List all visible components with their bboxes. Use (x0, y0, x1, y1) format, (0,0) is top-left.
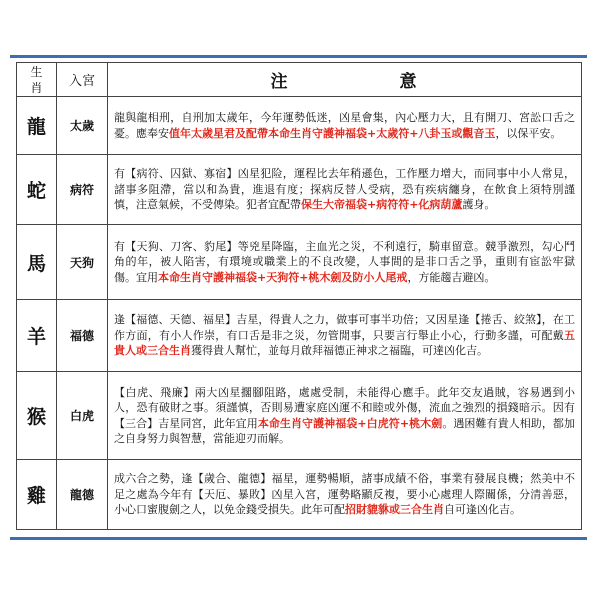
description-text: 龍與龍相刑，自刑加太歲年，今年運勢低迷，凶星會集，內心壓力大，且有開刀、宮訟口舌之憂。應奉安 (114, 111, 575, 140)
header-zodiac (17, 63, 57, 97)
zodiac-cell: 羊 (17, 300, 57, 372)
recommendation-text: 招財貔貅或三合生肖 (345, 503, 444, 517)
header-notes (108, 63, 582, 97)
recommendation-text: 保生大帝福袋+病符符+化病葫蘆 (301, 198, 463, 212)
star-cell: 白虎 (57, 372, 108, 460)
star-cell: 太歲 (57, 97, 108, 155)
description-tail: ，以保平安。 (495, 126, 562, 140)
header-star: 入宮 (57, 63, 108, 97)
star-cell: 龍德 (57, 460, 108, 530)
zodiac-cell: 馬 (17, 225, 57, 300)
description-tail: 護身。 (462, 198, 496, 212)
description-tail: 獲得貴人幫忙，並每月啟拜福德正神求之福臨，可達凶化吉。 (191, 344, 488, 358)
header-notes-left: 注 (270, 72, 290, 92)
description-cell (108, 300, 582, 372)
table-row (17, 300, 582, 372)
recommendation-text: 值年太歲星君及配帶本命生肖守護神福袋+太歲符+八卦玉或觀音玉 (169, 126, 496, 140)
description-cell (108, 97, 582, 155)
zodiac-cell: 猴 (17, 372, 57, 460)
description-cell (108, 225, 582, 300)
table-row (17, 460, 582, 530)
header-notes-right: 意 (399, 72, 419, 92)
header-zodiac-top: 生 (30, 64, 43, 79)
description-text: 有【病符、囚獄、寡宿】凶星犯险，運程比去年稍遜色，工作壓力增大，而同事中小人常見，諸事多阻滯，當以和為貴，進退有度；探病反替人受病，恐有疾病纏身，在飲食上須特別謹慎，注意氣候，不受傳染。犯者宜配帶 (114, 167, 575, 212)
star-cell: 福德 (57, 300, 108, 372)
description-cell (108, 460, 582, 530)
table-row (17, 155, 582, 225)
description-cell (108, 155, 582, 225)
zodiac-table (16, 62, 582, 530)
header-zodiac-bottom: 肖 (30, 80, 43, 95)
recommendation-text: 本命生肖守護神福袋+天狗符+桃木劍及防小人尾戒 (158, 270, 408, 284)
description-text: 逢【福德、天德、福星】吉星，得貴人之力，做事可事半功倍；又因星逢【捲舌、絞煞】，在工作方面，有小人作崇，有口舌是非之災，勿管閒事，只要言行舉止小心，行動多謹，可配戴 (114, 313, 575, 342)
description-tail: 。遇困難有貴人相助，都加之自身努力與智慧，當能迎刃而解。 (114, 416, 575, 445)
table-row (17, 225, 582, 300)
table-row (17, 97, 582, 155)
zodiac-cell: 雞 (17, 460, 57, 530)
description-text: 成六合之勢，逢【歲合、龍德】福星，運勢暢順，諸事成績不俗，事業有發展良機；然美中不足之處為今年有【天厄、暴敗】凶星入宮，運勢略顯反複，要小心處理人際關係，分清善惡，小心口蜜腹劍之人，以免金錢受損失。此年可配 (114, 472, 575, 517)
description-tail: 自可逢凶化吉。 (444, 503, 521, 517)
description-text: 有【天狗、刀客、豹尾】等兇星降臨，主血光之災，不利遠行，騎車留意。競爭激烈，勾心鬥角的年，被人陷害，有環境或職業上的不良改變，人事間的是非口舌之爭，重則有宦訟牢獄傷。宜用 (114, 239, 575, 284)
table-row (17, 372, 582, 460)
header-row (17, 63, 582, 97)
zodiac-cell: 蛇 (17, 155, 57, 225)
description-text: 【白虎、飛廉】兩大凶星擱腳阻路，處處受制，未能得心應手。此年交友過賊，容易遇到小人，恐有破財之事。須謹慎，否則易遭家庭凶運不和睦或外傷，流血之強烈的損錢暗示。因有【三合】吉星同宮，此年宜用 (114, 385, 575, 430)
description-tail: ，方能趨吉避凶。 (407, 270, 496, 284)
star-cell: 天狗 (57, 225, 108, 300)
recommendation-text: 本命生肖守護神福袋+白虎符+桃木劍 (257, 416, 443, 430)
description-cell (108, 372, 582, 460)
star-cell: 病符 (57, 155, 108, 225)
recommendation-text: 五貴人或三合生肖 (114, 328, 575, 358)
zodiac-cell: 龍 (17, 97, 57, 155)
